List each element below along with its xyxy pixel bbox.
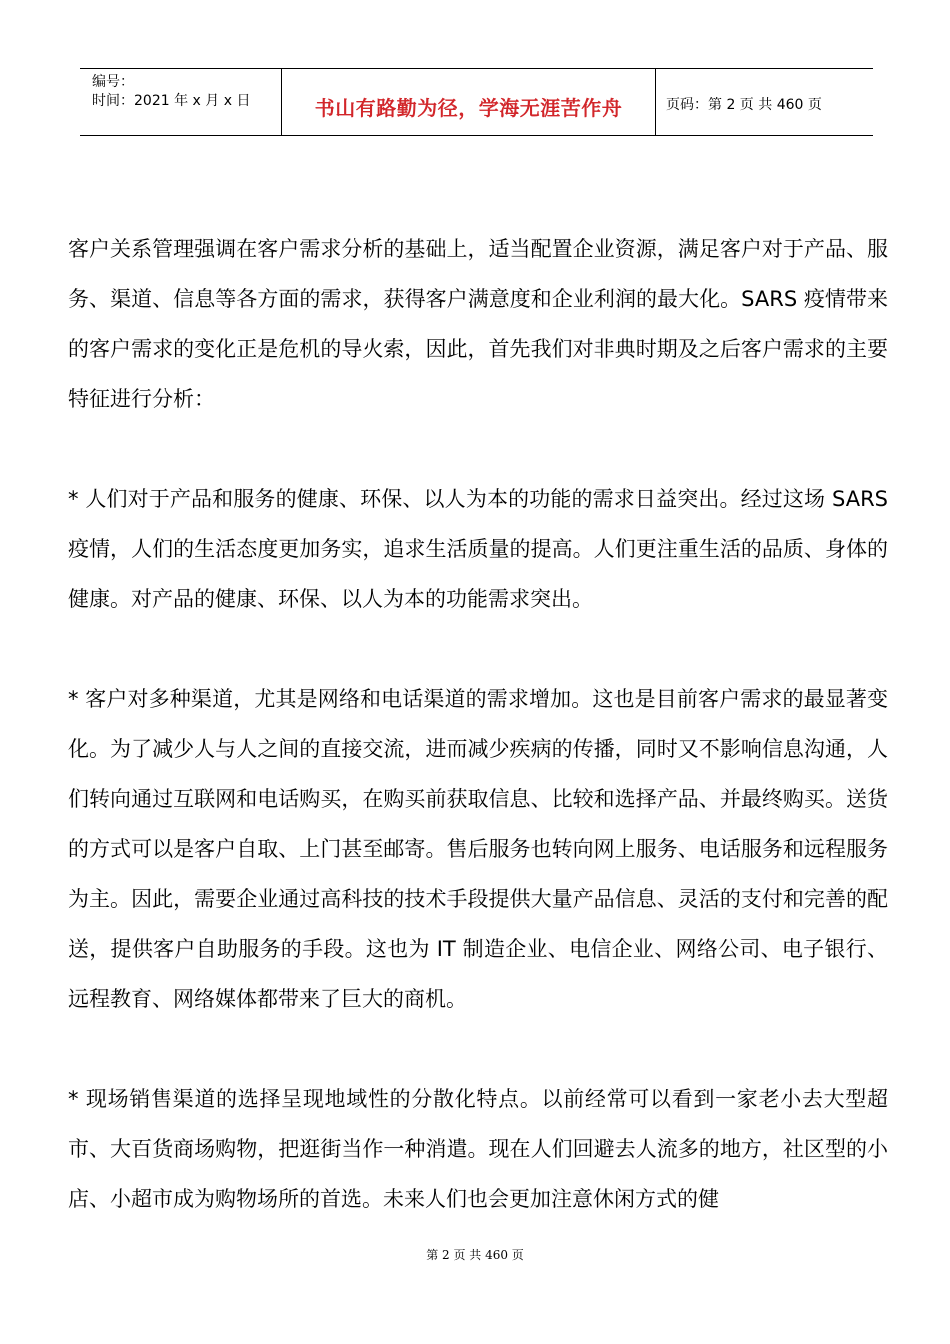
header-slogan-cell: [282, 69, 656, 136]
document-body: [68, 224, 888, 1274]
document-header: [80, 68, 873, 136]
paragraph-health: * 人们对于产品和服务的健康、环保、以人为本的功能的需求日益突出。经过这场 SARS 疫情，人们的生活态度更加务实，追求生活质量的提高。人们更注重生活的品质、身体的健康。对产品的健康、环保、以人为本的功能需求突出。: [68, 487, 888, 611]
page-info: 页码：第 2 页 共 460 页: [666, 97, 822, 113]
header-meta-cell: [80, 69, 282, 136]
paragraph-channels: * 客户对多种渠道，尤其是网络和电话渠道的需求增加。这也是目前客户需求的最显著变化。为了减少人与人之间的直接交流，进而减少疾病的传播，同时又不影响信息沟通，人们转向通过互联网和电话购买，在购买前获取信息、比较和选择产品、并最终购买。送货的方式可以是客户自取、上门甚至邮寄。售后服务也转向网上服务、电话服务和远程服务为主。因此，需要企业通过高科技的技术手段提供大量产品信息、灵活的支付和完善的配送，提供客户自助服务的手段。这也为 IT 制造企业、电信企业、网络公司、电子银行、远程教育、网络媒体都带来了巨大的商机。: [68, 687, 888, 1011]
time-label: 时间：2021 年 x 月 x 日: [92, 93, 251, 109]
paragraph-retail: * 现场销售渠道的选择呈现地域性的分散化特点。以前经常可以看到一家老小去大型超市、大百货商场购物，把逛街当作一种消遣。现在人们回避去人流多的地方，社区型的小店、小超市成为购物场所的首选。未来人们也会更加注意休闲方式的健: [68, 1087, 889, 1211]
page-footer: 第 2 页 共 460 页: [426, 1248, 524, 1262]
paragraph-intro: 客户关系管理强调在客户需求分析的基础上，适当配置企业资源，满足客户对于产品、服务、渠道、信息等各方面的需求，获得客户满意度和企业利润的最大化。SARS 疫情带来的客户需求的变化正是危机的导火索，因此，首先我们对非典时期及之后客户需求的主要特征进行分析：: [68, 237, 888, 411]
number-label: 编号：: [92, 74, 134, 90]
slogan: 书山有路勤为径，学海无涯苦作舟: [314, 96, 623, 120]
header-page-cell: [656, 69, 874, 136]
